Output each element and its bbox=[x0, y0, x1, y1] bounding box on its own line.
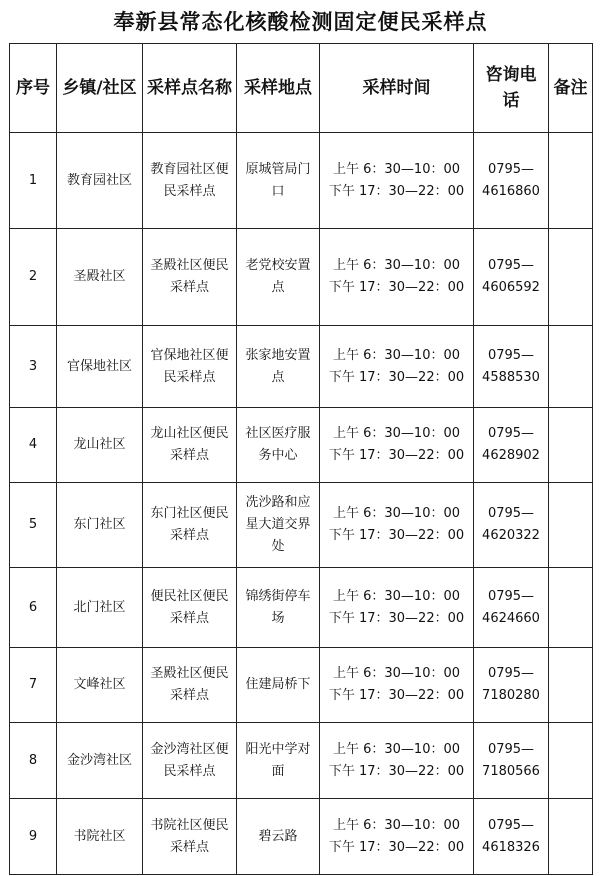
table-row bbox=[10, 326, 593, 408]
cell-place: 锦绣街停车场 bbox=[237, 568, 320, 648]
cell-town: 东门社区 bbox=[57, 483, 143, 568]
cell-place: 冼沙路和应星大道交界处 bbox=[237, 483, 320, 568]
phone-area: 0795— bbox=[487, 347, 535, 363]
cell-site: 便民社区便民采样点 bbox=[143, 568, 237, 648]
table-row bbox=[10, 483, 593, 568]
phone-area: 0795— bbox=[487, 666, 535, 681]
table-row bbox=[10, 133, 593, 229]
cell-phone bbox=[474, 723, 549, 799]
cell-time bbox=[320, 408, 474, 483]
time-pm: 下午 17：30—22：00 bbox=[328, 183, 465, 199]
cell-time bbox=[320, 723, 474, 799]
cell-seq: 8 bbox=[10, 723, 57, 799]
cell-note bbox=[549, 229, 593, 326]
phone-area: 0795— bbox=[487, 426, 535, 441]
cell-site: 东门社区便民采样点 bbox=[143, 483, 237, 568]
phone-number: 4628902 bbox=[482, 448, 540, 463]
cell-note bbox=[549, 723, 593, 799]
cell-seq: 7 bbox=[10, 648, 57, 723]
header-town: 乡镇/社区 bbox=[57, 44, 143, 133]
cell-note bbox=[549, 133, 593, 229]
cell-note bbox=[549, 483, 593, 568]
phone-area: 0795— bbox=[487, 817, 535, 833]
sampling-sites-table bbox=[9, 43, 593, 875]
cell-site: 龙山社区便民采样点 bbox=[143, 408, 237, 483]
cell-note bbox=[549, 799, 593, 875]
cell-place: 碧云路 bbox=[237, 799, 320, 875]
time-pm: 下午 17：30—22：00 bbox=[328, 610, 465, 626]
cell-place: 老党校安置点 bbox=[237, 229, 320, 326]
cell-phone bbox=[474, 408, 549, 483]
header-seq: 序号 bbox=[10, 44, 57, 133]
table-row bbox=[10, 568, 593, 648]
cell-seq: 2 bbox=[10, 229, 57, 326]
time-pm: 下午 17：30—22：00 bbox=[328, 448, 465, 463]
cell-town: 书院社区 bbox=[57, 799, 143, 875]
cell-time bbox=[320, 648, 474, 723]
table-row bbox=[10, 799, 593, 875]
cell-time bbox=[320, 133, 474, 229]
cell-note bbox=[549, 408, 593, 483]
phone-area: 0795— bbox=[487, 506, 535, 521]
cell-phone bbox=[474, 133, 549, 229]
time-am: 上午 6：30—10：00 bbox=[332, 817, 461, 833]
time-pm: 下午 17：30—22：00 bbox=[328, 280, 465, 295]
phone-number: 4624660 bbox=[482, 610, 540, 626]
cell-note bbox=[549, 568, 593, 648]
cell-phone bbox=[474, 229, 549, 326]
cell-town: 北门社区 bbox=[57, 568, 143, 648]
time-pm: 下午 17：30—22：00 bbox=[328, 688, 465, 703]
table-header-row bbox=[10, 44, 593, 133]
time-pm: 下午 17：30—22：00 bbox=[328, 839, 465, 855]
cell-place: 住建局桥下 bbox=[237, 648, 320, 723]
cell-phone bbox=[474, 483, 549, 568]
cell-place: 社区医疗服务中心 bbox=[237, 408, 320, 483]
phone-number: 4606592 bbox=[482, 280, 540, 295]
cell-time bbox=[320, 568, 474, 648]
time-am: 上午 6：30—10：00 bbox=[332, 426, 461, 441]
cell-seq: 3 bbox=[10, 326, 57, 408]
time-am: 上午 6：30—10：00 bbox=[332, 161, 461, 177]
time-am: 上午 6：30—10：00 bbox=[332, 666, 461, 681]
cell-time bbox=[320, 229, 474, 326]
cell-phone bbox=[474, 648, 549, 723]
cell-note bbox=[549, 326, 593, 408]
table-row bbox=[10, 408, 593, 483]
cell-site: 书院社区便民采样点 bbox=[143, 799, 237, 875]
table-row bbox=[10, 648, 593, 723]
time-am: 上午 6：30—10：00 bbox=[332, 258, 461, 273]
cell-seq: 1 bbox=[10, 133, 57, 229]
phone-number: 7180280 bbox=[482, 688, 540, 703]
table-row bbox=[10, 723, 593, 799]
header-site: 采样点名称 bbox=[143, 44, 237, 133]
cell-site: 圣殿社区便民采样点 bbox=[143, 648, 237, 723]
cell-site: 官保地社区便民采样点 bbox=[143, 326, 237, 408]
cell-place: 张家地安置点 bbox=[237, 326, 320, 408]
time-am: 上午 6：30—10：00 bbox=[332, 741, 461, 757]
cell-seq: 6 bbox=[10, 568, 57, 648]
cell-town: 龙山社区 bbox=[57, 408, 143, 483]
phone-area: 0795— bbox=[487, 258, 535, 273]
time-pm: 下午 17：30—22：00 bbox=[328, 763, 465, 779]
cell-seq: 5 bbox=[10, 483, 57, 568]
cell-site: 圣殿社区便民采样点 bbox=[143, 229, 237, 326]
table-row bbox=[10, 229, 593, 326]
cell-phone bbox=[474, 568, 549, 648]
cell-town: 圣殿社区 bbox=[57, 229, 143, 326]
cell-town: 官保地社区 bbox=[57, 326, 143, 408]
page-title: 奉新县常态化核酸检测固定便民采样点 bbox=[113, 10, 488, 34]
phone-number: 4618326 bbox=[482, 839, 540, 855]
cell-time bbox=[320, 483, 474, 568]
phone-number: 4620322 bbox=[482, 528, 540, 543]
cell-phone bbox=[474, 326, 549, 408]
cell-note bbox=[549, 648, 593, 723]
header-note: 备注 bbox=[549, 44, 593, 133]
time-pm: 下午 17：30—22：00 bbox=[328, 528, 465, 543]
cell-time bbox=[320, 799, 474, 875]
cell-seq: 9 bbox=[10, 799, 57, 875]
cell-town: 教育园社区 bbox=[57, 133, 143, 229]
cell-town: 金沙湾社区 bbox=[57, 723, 143, 799]
phone-area: 0795— bbox=[487, 161, 535, 177]
cell-town: 文峰社区 bbox=[57, 648, 143, 723]
cell-seq: 4 bbox=[10, 408, 57, 483]
time-am: 上午 6：30—10：00 bbox=[332, 347, 461, 363]
time-am: 上午 6：30—10：00 bbox=[332, 506, 461, 521]
header-phone: 咨询电话 bbox=[474, 44, 549, 133]
phone-area: 0795— bbox=[487, 741, 535, 757]
cell-phone bbox=[474, 799, 549, 875]
phone-number: 4616860 bbox=[482, 183, 540, 199]
cell-place: 阳光中学对面 bbox=[237, 723, 320, 799]
phone-number: 4588530 bbox=[482, 369, 540, 385]
time-pm: 下午 17：30—22：00 bbox=[328, 369, 465, 385]
header-place: 采样地点 bbox=[237, 44, 320, 133]
cell-time bbox=[320, 326, 474, 408]
time-am: 上午 6：30—10：00 bbox=[332, 588, 461, 604]
cell-place: 原城管局门口 bbox=[237, 133, 320, 229]
cell-site: 教育园社区便民采样点 bbox=[143, 133, 237, 229]
header-time: 采样时间 bbox=[320, 44, 474, 133]
phone-area: 0795— bbox=[487, 588, 535, 604]
phone-number: 7180566 bbox=[482, 763, 540, 779]
cell-site: 金沙湾社区便民采样点 bbox=[143, 723, 237, 799]
